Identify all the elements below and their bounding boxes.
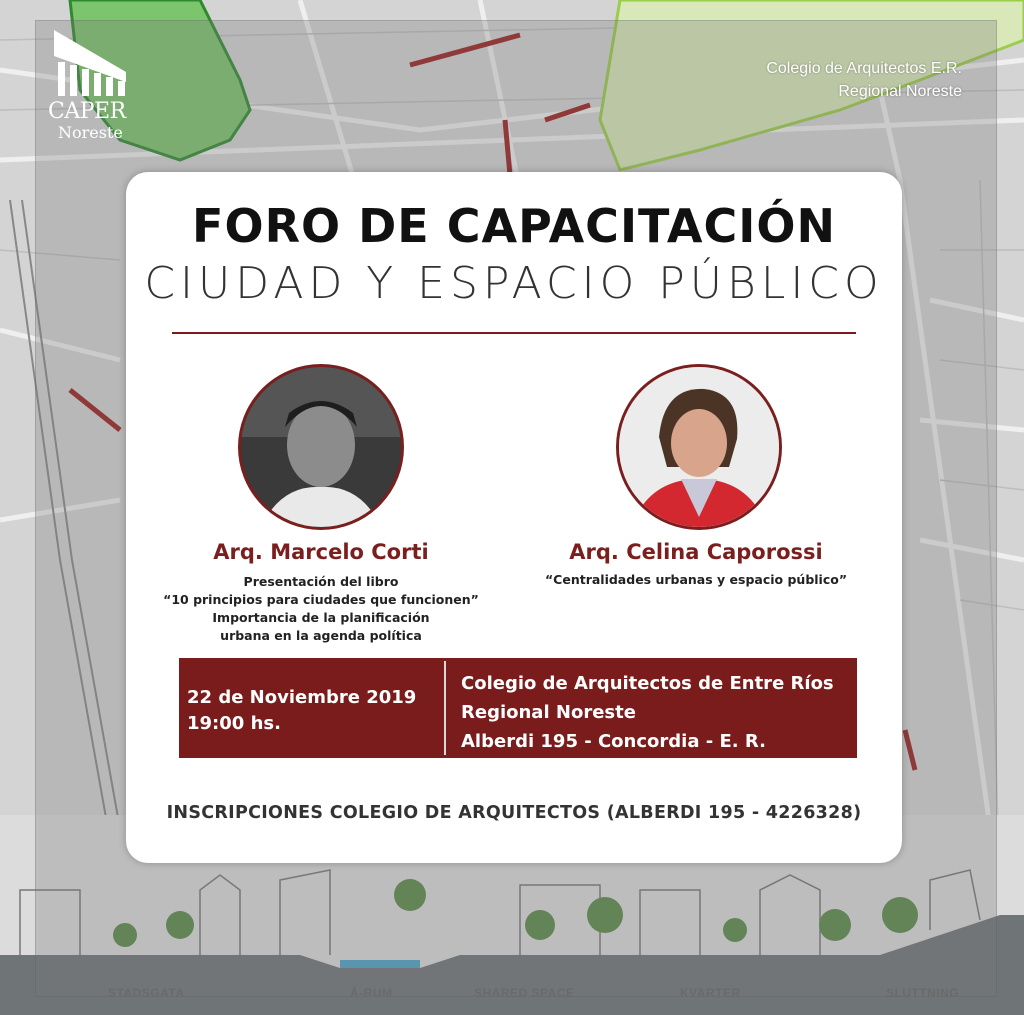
speaker-1-desc-line: Importancia de la planificación xyxy=(212,610,430,625)
logo-brand: CAPER xyxy=(48,99,126,124)
section-label: KVARTER xyxy=(680,986,741,1000)
logo-sub: Noreste xyxy=(58,123,123,142)
registration-info: INSCRIPCIONES COLEGIO DE ARQUITECTOS (ALBERDI 195 - 4226328) xyxy=(166,803,862,823)
org-line-2: Regional Noreste xyxy=(838,83,962,100)
event-date: 22 de Noviembre 2019 xyxy=(187,687,417,708)
speaker-photo-1 xyxy=(238,364,404,530)
section-label: SLUTTNING xyxy=(886,986,960,1000)
title-primary: FORO DE CAPACITACIÓN xyxy=(192,199,836,253)
event-datetime xyxy=(187,685,416,737)
building-icon xyxy=(48,26,128,98)
speaker-name-2: Arq. Celina Caporossi xyxy=(569,540,823,564)
event-time: 19:00 hs. xyxy=(187,713,281,734)
speaker-photo-2 xyxy=(616,364,782,530)
caper-logo xyxy=(48,26,136,156)
venue-line-1: Colegio de Arquitectos de Entre Ríos xyxy=(461,673,834,694)
speaker-2-desc-line: “Centralidades urbanas y espacio público” xyxy=(544,572,848,587)
section-label: STADSGATA xyxy=(108,986,185,1000)
title-divider xyxy=(172,332,856,334)
speaker-1-desc-line: “10 principios para ciudades que funcionen” xyxy=(163,592,479,607)
event-info-band xyxy=(179,658,857,758)
speaker-1-desc-line: Presentación del libro xyxy=(243,574,399,589)
org-name xyxy=(766,57,962,103)
speaker-description-1 xyxy=(136,573,506,645)
event-venue xyxy=(461,669,834,756)
speaker-description-2 xyxy=(506,571,886,589)
speaker-portrait-2 xyxy=(619,367,779,527)
section-label: Å-RUM xyxy=(350,986,393,1000)
speaker-portrait-1 xyxy=(241,367,401,527)
venue-line-2: Regional Noreste xyxy=(461,702,636,723)
speaker-1-desc-line: urbana en la agenda política xyxy=(220,628,422,643)
org-line-1: Colegio de Arquitectos E.R. xyxy=(766,60,962,77)
venue-line-3: Alberdi 195 - Concordia - E. R. xyxy=(461,731,766,752)
event-card xyxy=(126,172,902,863)
title-secondary: CIUDAD Y ESPACIO PÚBLICO xyxy=(144,258,884,309)
section-label: SHARED SPACE xyxy=(474,986,575,1000)
band-divider xyxy=(444,661,446,755)
speaker-name-1: Arq. Marcelo Corti xyxy=(213,540,429,564)
